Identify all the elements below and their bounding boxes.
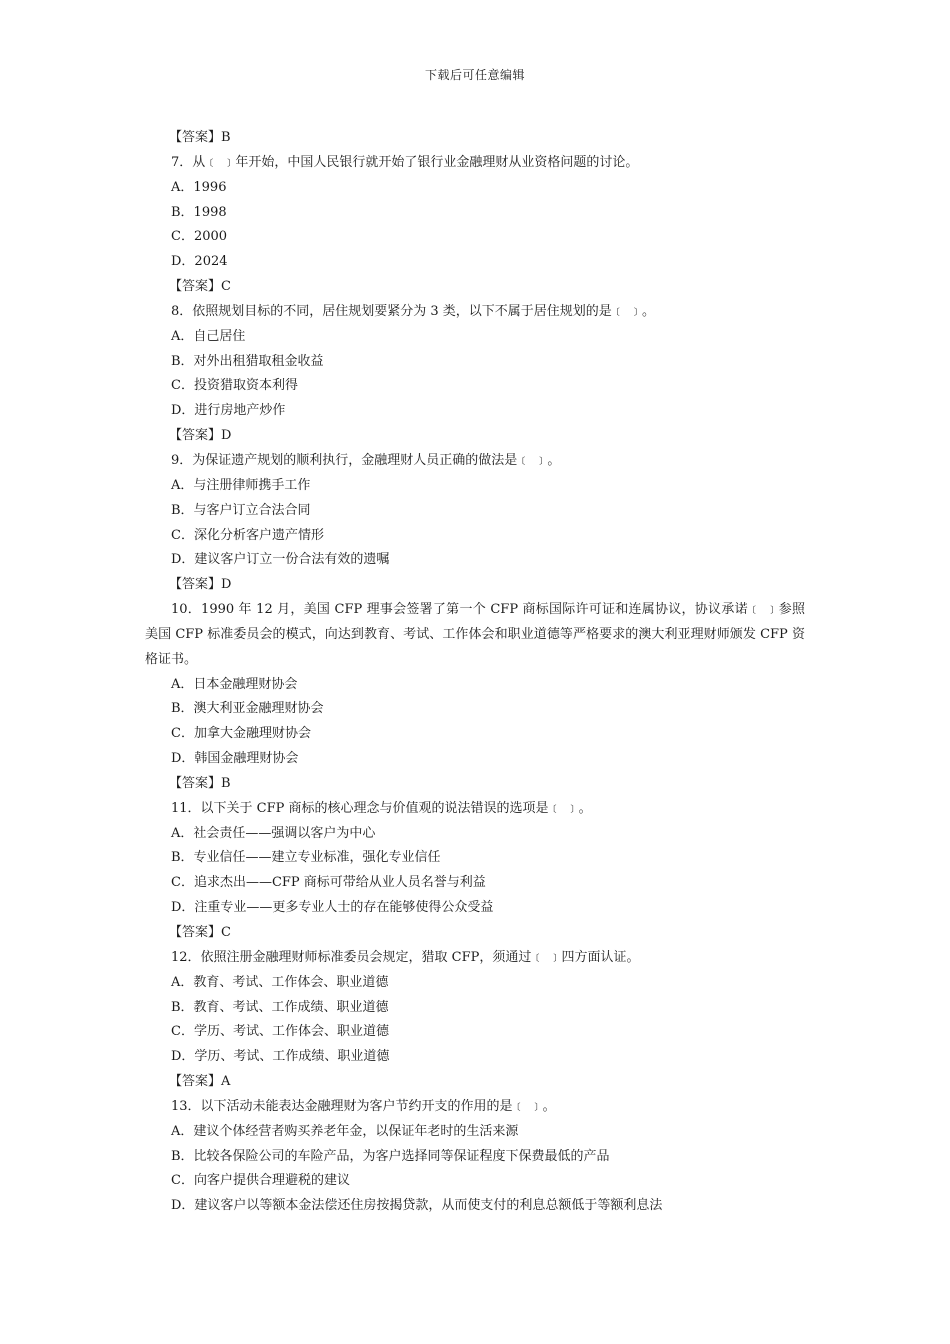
answer-line: 【答案】C [169, 925, 231, 940]
option-line: B．澳大利亚金融理财协会 [171, 701, 324, 717]
answer-line: 【答案】B [169, 775, 231, 791]
question-line: 7．从﹝ ﹞年开始，中国人民银行就开始了银行业金融理财从业资格问题的讨论。 [171, 154, 639, 170]
option-line: C．加拿大金融理财协会 [171, 726, 311, 742]
option-line: D．建议客户订立一份合法有效的遗嘱 [171, 552, 390, 568]
option-line: D．2024 [171, 254, 228, 270]
answer-line: 【答案】B [169, 130, 231, 145]
option-line: A．教育、考试、工作体会、职业道德 [171, 974, 389, 990]
option-line: D．建议客户以等额本金法偿还住房按揭贷款，从而使支付的利息总额低于等额利息法 [171, 1198, 663, 1214]
option-line: C．追求杰出——CFP 商标可带给从业人员名誉与利益 [171, 875, 486, 891]
question-line: 8．依照规划目标的不同，居住规划要紧分为 3 类，以下不属于居住规划的是﹝ ﹞。 [171, 303, 655, 319]
option-line: B．与客户订立合法合同 [171, 502, 311, 518]
question-line: 13．以下活动未能表达金融理财为客户节约开支的作用的是﹝ ﹞。 [171, 1098, 556, 1114]
question-line: 9．为保证遗产规划的顺利执行，金融理财人员正确的做法是﹝ ﹞。 [171, 452, 561, 468]
question-line: 12．依照注册金融理财师标准委员会规定，猎取 CFP，须通过﹝ ﹞四方面认证。 [171, 949, 640, 965]
document-body [145, 126, 805, 1219]
option-line: C．深化分析客户遗产情形 [171, 527, 324, 543]
option-line: A．与注册律师携手工作 [171, 477, 311, 493]
option-line: B．教育、考试、工作成绩、职业道德 [171, 999, 389, 1015]
option-line: A．1996 [171, 179, 227, 195]
option-line: C．2000 [171, 229, 228, 245]
option-line: C．向客户提供合理避税的建议 [171, 1173, 350, 1189]
answer-line: 【答案】C [169, 279, 231, 295]
option-line: B．专业信任——建立专业标准，强化专业信任 [171, 850, 441, 866]
option-line: C．学历、考试、工作体会、职业道德 [171, 1024, 389, 1040]
answer-line: 【答案】A [169, 1074, 231, 1090]
answer-line: 【答案】D [169, 428, 232, 444]
option-line: D．韩国金融理财协会 [171, 751, 299, 767]
option-line: A．日本金融理财协会 [171, 676, 298, 692]
page-header: 下载后可任意编辑 [424, 68, 525, 82]
option-line: A．建议个体经营者购买养老年金，以保证年老时的生活来源 [171, 1123, 519, 1139]
option-line: B．1998 [171, 204, 227, 220]
answer-line: 【答案】D [169, 577, 232, 593]
option-line: A．自己居住 [171, 328, 246, 344]
option-line: C．投资猎取资本利得 [171, 378, 298, 394]
option-line: D．进行房地产炒作 [171, 403, 286, 419]
option-line: A．社会责任——强调以客户为中心 [171, 825, 376, 841]
option-line: B．对外出租猎取租金收益 [171, 353, 324, 369]
option-line: B．比较各保险公司的车险产品，为客户选择同等保证程度下保费最低的产品 [171, 1148, 610, 1164]
question-paragraph: 10．1990 年 12 月，美国 CFP 理事会签署了第一个 CFP 商标国际许可证和连属协议，协议承诺﹝ ﹞参照美国 CFP 标准委员会的模式，向达到教育、考试、工作体会和职业道德等严格要求的澳大利亚理财师颁发 CFP 资格证书。 [145, 602, 805, 667]
option-line: D．学历、考试、工作成绩、职业道德 [171, 1049, 390, 1065]
question-line: 11．以下关于 CFP 商标的核心理念与价值观的说法错误的选项是﹝ ﹞。 [171, 800, 592, 816]
option-line: D．注重专业——更多专业人士的存在能够使得公众受益 [171, 900, 494, 916]
